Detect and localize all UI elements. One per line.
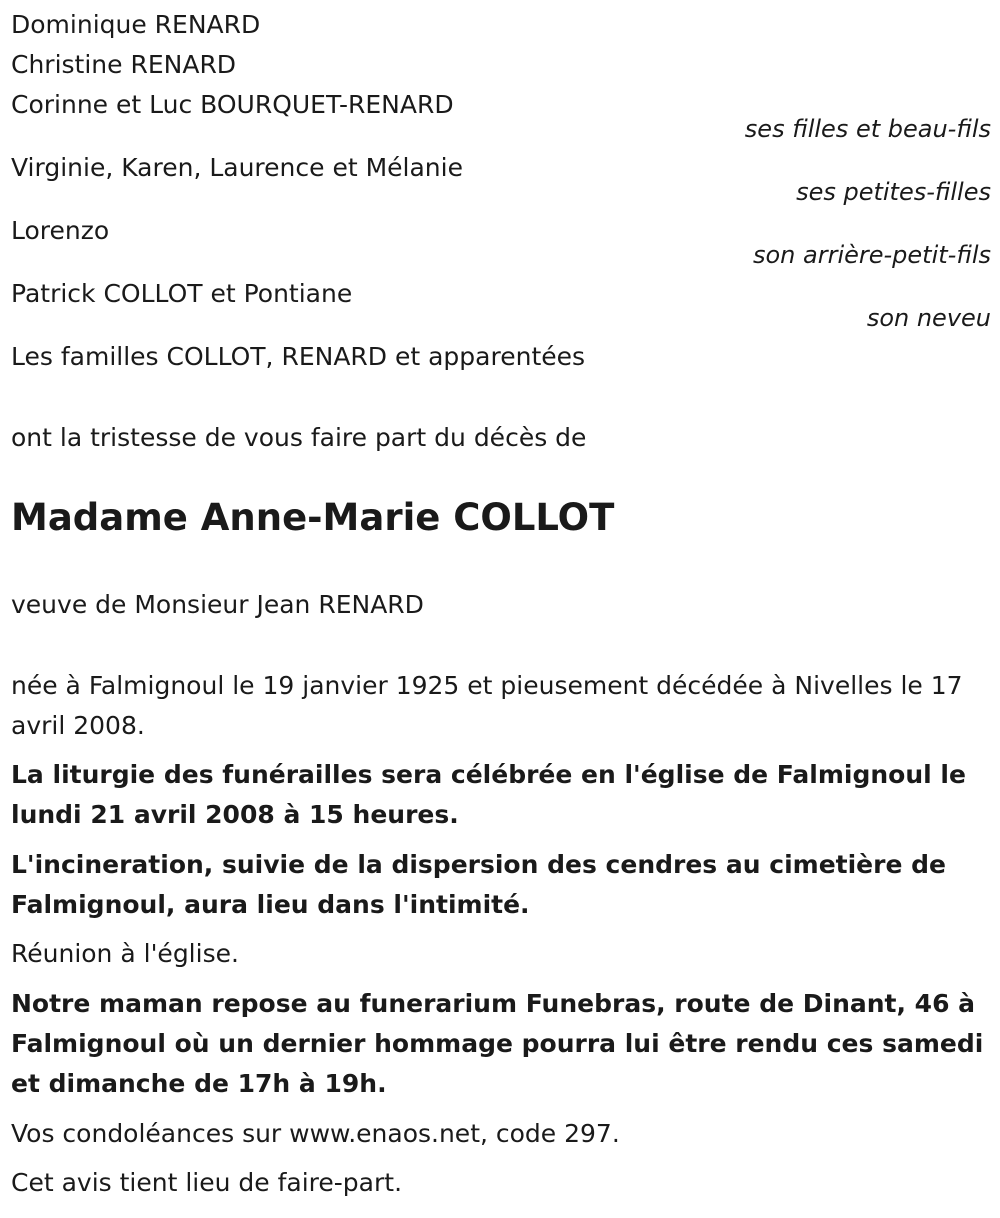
liturgy-text: La liturgie des funérailles sera célébrée en l'église de Falmignoul le lundi 21 avril 2008 à 15 heures. — [11, 760, 966, 829]
widow-of: veuve de Monsieur Jean RENARD — [11, 590, 424, 619]
family-line-nephew: Patrick COLLOT et Pontiane — [11, 279, 353, 308]
notice-text: Cet avis tient lieu de faire-part. — [11, 1168, 403, 1197]
family-line-families: Les familles COLLOT, RENARD et apparentées — [11, 342, 586, 371]
incineration-text: L'incineration, suivie de la dispersion des cendres au cimetière de Falmignoul, aura lieu dans l'intimité. — [11, 850, 946, 919]
relation-granddaughters: ses petites-filles — [796, 178, 991, 206]
family-line-christine: Christine RENARD — [11, 50, 237, 79]
relation-daughters: ses filles et beau-fils — [744, 115, 991, 143]
family-line-greatgrandson: Lorenzo — [11, 216, 110, 245]
family-line-dominique: Dominique RENARD — [11, 10, 261, 39]
announcement-intro: ont la tristesse de vous faire part du décès de — [11, 423, 587, 452]
relation-greatgrandson: son arrière-petit-fils — [752, 241, 991, 269]
family-line-corinne-luc: Corinne et Luc BOURQUET-RENARD — [11, 90, 454, 119]
family-line-granddaughters: Virginie, Karen, Laurence et Mélanie — [11, 153, 463, 182]
condolences-text: Vos condoléances sur www.enaos.net, code 297. — [11, 1119, 620, 1148]
deceased-name: Madame Anne-Marie COLLOT — [11, 496, 615, 539]
birth-death-text: née à Falmignoul le 19 janvier 1925 et pieusement décédée à Nivelles le 17 avril 2008. — [11, 671, 963, 740]
funerarium-text: Notre maman repose au funerarium Funebras, route de Dinant, 46 à Falmignoul où un dernier hommage pourra lui être rendu ces samedi et dimanche de 17h à 19h. — [11, 989, 984, 1098]
relation-nephew: son neveu — [866, 304, 991, 332]
meeting-text: Réunion à l'église. — [11, 939, 239, 968]
